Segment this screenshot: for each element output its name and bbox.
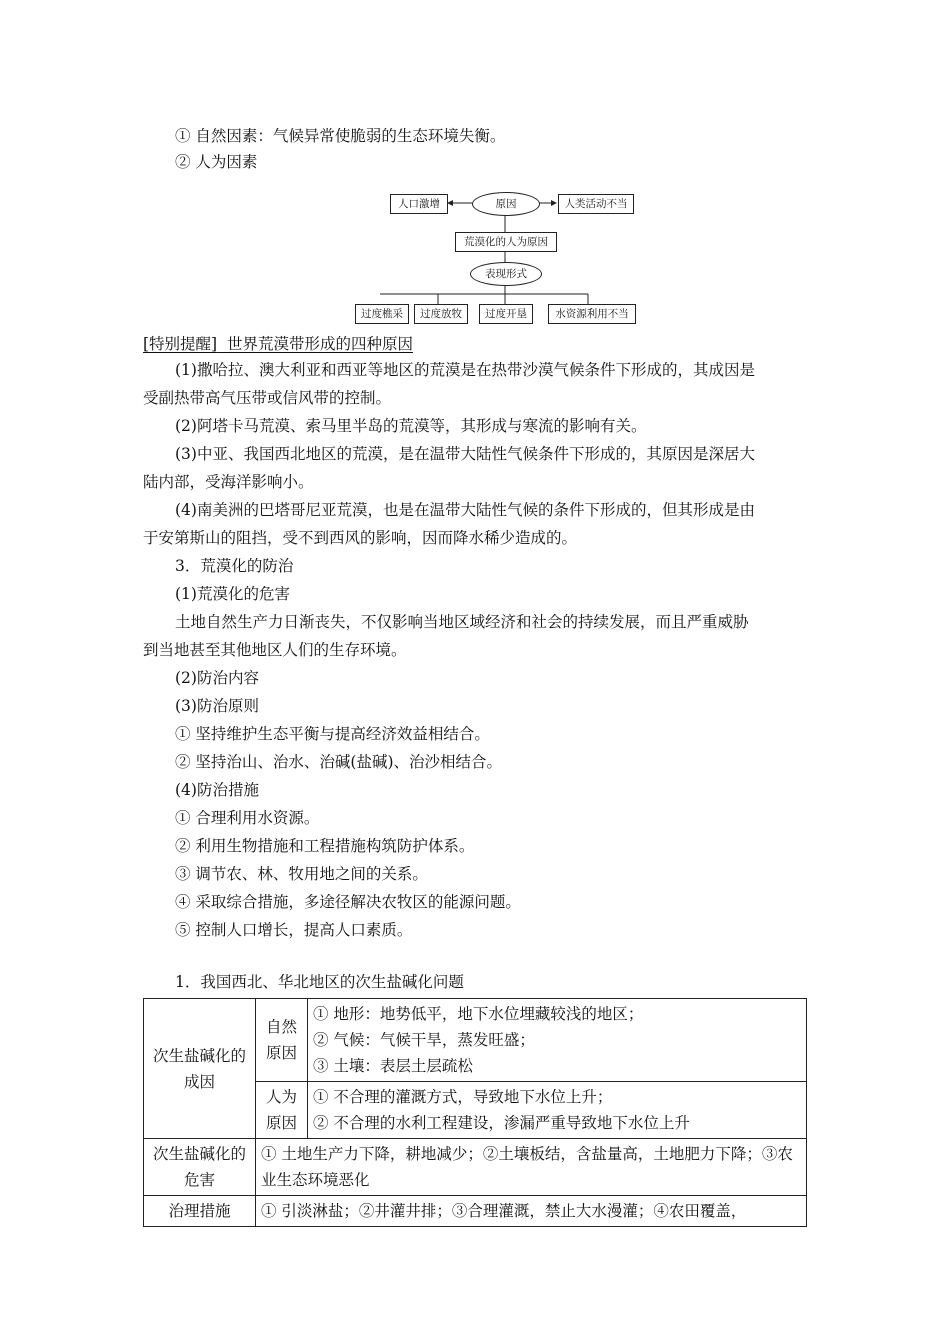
salinization-table	[143, 998, 807, 1227]
human-cause-box: 荒漠化的人为原因	[455, 232, 557, 252]
reason-4-line-a: (4)南美洲的巴塔哥尼亚荒漠，也是在温带大陆性气候的条件下形成的，但其形成是由	[175, 501, 755, 519]
over-cultivation-box: 过度开垦	[479, 304, 533, 324]
harm-line-a: 土地自然生产力日渐丧失，不仅影响当地区域经济和社会的持续发展，而且严重威胁	[175, 613, 749, 631]
harm-line-b: 到当地甚至其他地区人们的生存环境。	[143, 641, 407, 659]
section-3-title: 3．荒漠化的防治	[175, 557, 294, 575]
cause-label-cell	[144, 999, 256, 1139]
table-row	[144, 1196, 807, 1227]
measures-title: (4)防治措施	[175, 781, 259, 799]
table-row	[144, 1139, 807, 1196]
human-item: ② 不合理的水利工程建设，渗漏严重导致地下水位上升	[313, 1114, 690, 1132]
harm-text-cell: ① 土地生产力下降，耕地减少；②土壤板结，含盐量高，土地肥力下降；③农业生态环境恶化	[256, 1139, 807, 1196]
reason-3-line-a: (3)中亚、我国西北地区的荒漠，是在温带大陆性气候条件下形成的，其原因是深居大	[175, 445, 755, 463]
special-tip-heading	[143, 334, 413, 354]
tip-title: 世界荒漠带形成的四种原因	[226, 335, 413, 353]
harm-label-cell	[144, 1139, 256, 1196]
natural-items-cell	[308, 999, 807, 1082]
measure-text-cell: ① 引淡淋盐；②井灌井排；③合理灌溉，禁止大水漫灌；④农田覆盖，	[256, 1196, 807, 1227]
table-row	[144, 999, 807, 1082]
population-growth-box: 人口激增	[390, 194, 448, 214]
cause-ellipse: 原因	[472, 192, 540, 216]
natural-label: 自然原因	[265, 1018, 297, 1062]
natural-item: ② 气候：气候干旱，蒸发旺盛；	[313, 1031, 535, 1049]
measure-3: ③ 调节农、林、牧用地之间的关系。	[175, 865, 428, 883]
measure-1: ① 合理利用水资源。	[175, 809, 320, 827]
measure-label-cell: 治理措施	[144, 1196, 256, 1227]
water-misuse-box: 水资源利用不当	[548, 304, 636, 324]
natural-item: ① 地形：地势低平，地下水位埋藏较浅的地区；	[313, 1005, 644, 1023]
measure-5: ⑤ 控制人口增长，提高人口素质。	[175, 921, 413, 939]
improper-activity-box: 人类活动不当	[558, 194, 634, 214]
salinization-title: 1．我国西北、华北地区的次生盐碱化问题	[175, 973, 464, 991]
principle-2: ② 坚持治山、治水、治碱(盐碱)、治沙相结合。	[175, 753, 503, 771]
measure-4: ④ 采取综合措施，多途径解决农牧区的能源问题。	[175, 893, 521, 911]
content-title: (2)防治内容	[175, 669, 259, 687]
natural-label-cell	[256, 999, 308, 1082]
human-cause-diagram	[361, 186, 640, 326]
harm-title: (1)荒漠化的危害	[175, 585, 290, 603]
principle-1: ① 坚持维护生态平衡与提高经济效益相结合。	[175, 725, 490, 743]
human-item: ① 不合理的灌溉方式，导致地下水位上升；	[313, 1088, 613, 1106]
reason-3-line-b: 陆内部，受海洋影响小。	[143, 473, 314, 491]
reason-1-line-b: 受副热带高气压带或信风带的控制。	[143, 389, 392, 407]
measure-2: ② 利用生物措施和工程措施构筑防护体系。	[175, 837, 475, 855]
tip-label: [特别提醒]	[143, 335, 218, 353]
natural-item: ③ 土壤：表层土层疏松	[313, 1057, 473, 1075]
human-factor-title: ② 人为因素	[175, 153, 258, 171]
form-ellipse: 表现形式	[470, 262, 542, 286]
human-label-cell	[256, 1082, 308, 1139]
harm-label: 次生盐碱化的危害	[152, 1145, 246, 1189]
natural-factor-text: ① 自然因素：气候异常使脆弱的生态环境失衡。	[175, 127, 506, 145]
principle-title: (3)防治原则	[175, 697, 259, 715]
reason-1-line-a: (1)撒哈拉、澳大利亚和西亚等地区的荒漠是在热带沙漠气候条件下形成的，其成因是	[175, 361, 755, 379]
over-logging-box: 过度樵采	[355, 304, 409, 324]
reason-2: (2)阿塔卡马荒漠、索马里半岛的荒漠等，其形成与寒流的影响有关。	[175, 417, 647, 435]
cause-label: 次生盐碱化的成因	[152, 1046, 246, 1091]
reason-4-line-b: 于安第斯山的阻挡，受不到西风的影响，因而降水稀少造成的。	[143, 529, 578, 547]
human-items-cell	[308, 1082, 807, 1139]
over-grazing-box: 过度放牧	[414, 304, 468, 324]
human-label: 人为原因	[265, 1088, 297, 1132]
